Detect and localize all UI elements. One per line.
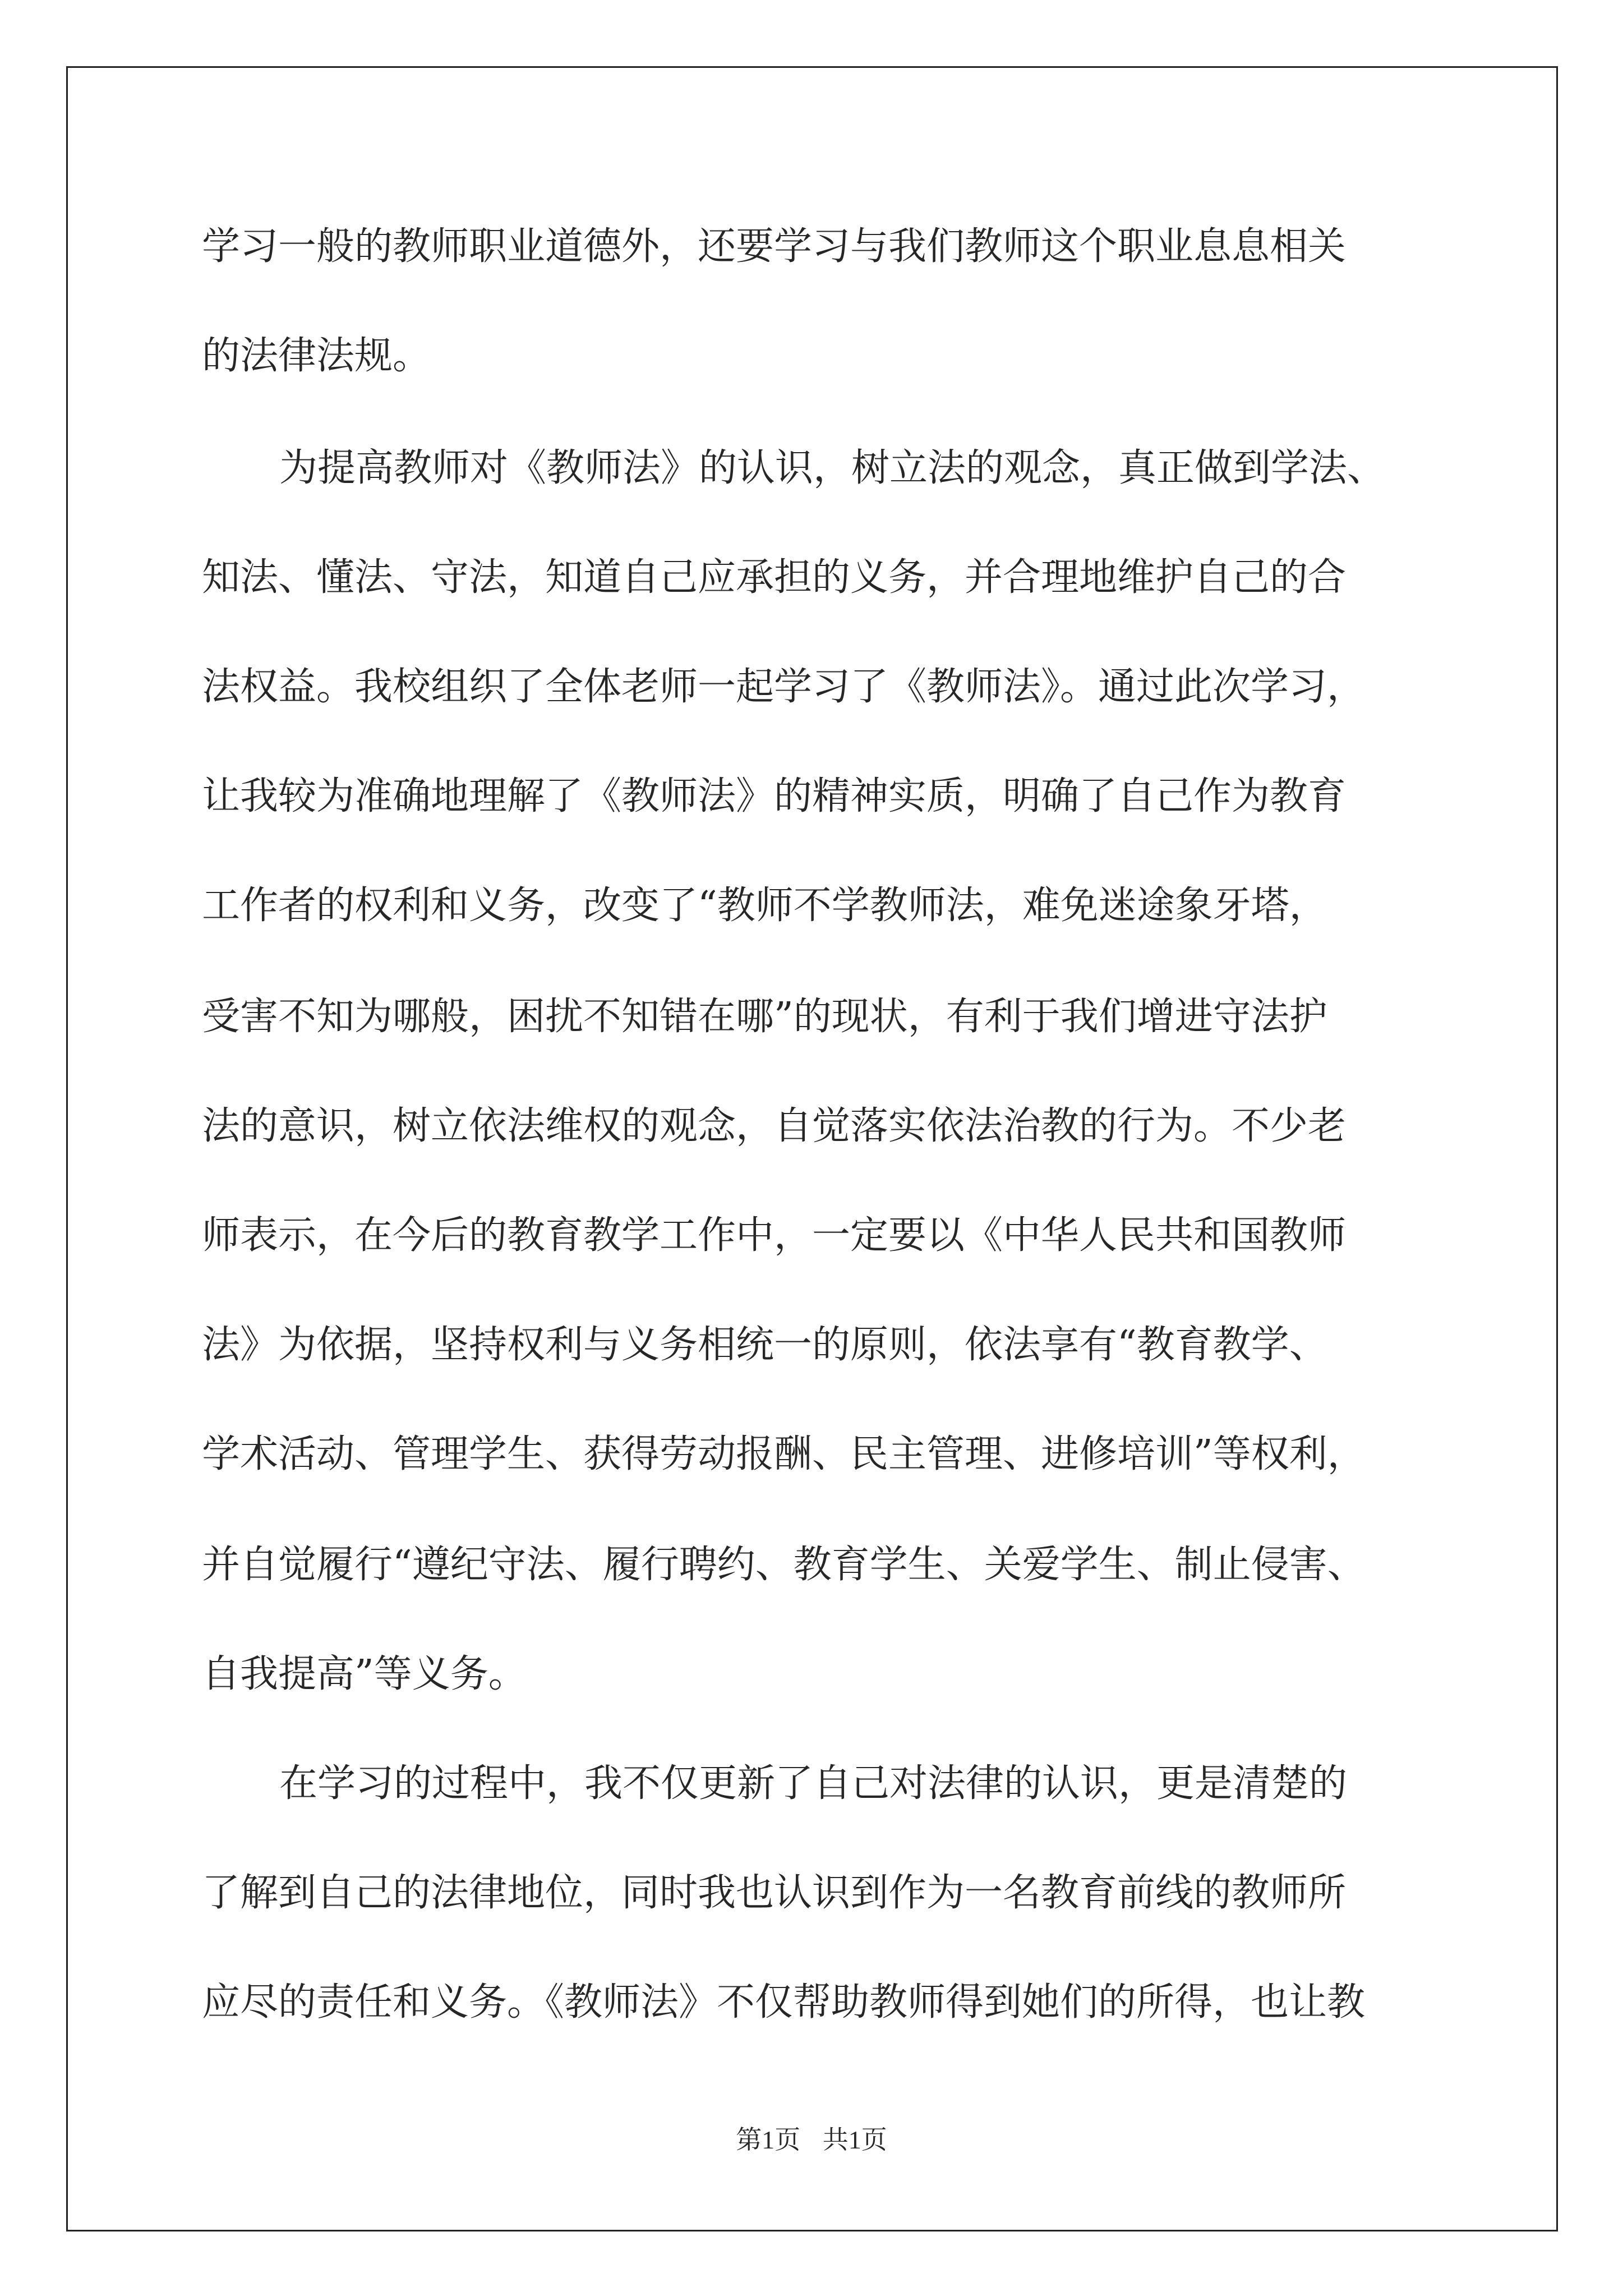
text-line: 师表示，在今后的教育教学工作中，一定要以《中华人民共和国教师: [202, 1213, 1347, 1258]
text-line: 应尽的责任和义务。《教师法》不仅帮助教师得到她们的所得，也让教: [202, 1980, 1366, 2024]
text-line: 知法、懂法、守法，知道自己应承担的义务，并合理地维护自己的合: [202, 555, 1347, 600]
text-line: 并自觉履行“遵纪守法、履行聘约、教育学生、关爱学生、制止侵害、: [202, 1543, 1366, 1587]
text-line: 学术活动、管理学生、获得劳动报酬、民主管理、进修培训”等权利，: [202, 1432, 1366, 1476]
text-line: 法的意识，树立依法维权的观念，自觉落实依法治教的行为。不少老: [202, 1104, 1347, 1148]
text-line: 受害不知为哪般，困扰不知错在哪”的现状，有利于我们增进守法护: [202, 995, 1327, 1039]
text-line: 让我较为准确地理解了《教师法》的精神实质，明确了自己作为教育: [202, 774, 1347, 818]
text-line: 了解到自己的法律地位，同时我也认识到作为一名教育前线的教师所: [202, 1871, 1347, 1915]
text-line: 自我提高”等义务。: [202, 1652, 527, 1696]
text-line: 的法律法规。: [202, 334, 431, 378]
text-line: 工作者的权利和义务，改变了“教师不学教师法，难免迷途象牙塔，: [202, 884, 1327, 928]
text-line paragraph-start: 在学习的过程中，我不仅更新了自己对法律的认识，更是清楚的: [279, 1761, 1348, 1806]
text-line: 法》为依据，坚持权利与义务相统一的原则，依法享有“教育教学、: [202, 1323, 1327, 1367]
page-total: 共1页: [822, 2125, 887, 2154]
text-line: 法权益。我校组织了全体老师一起学习了《教师法》。通过此次学习，: [202, 665, 1366, 709]
text-line: 学习一般的教师职业道德外，还要学习与我们教师这个职业息息相关: [202, 224, 1347, 269]
page-footer: [0, 2123, 1623, 2157]
page-number: 第1页: [736, 2125, 801, 2154]
text-line paragraph-start: 为提高教师对《教师法》的认识，树立法的观念，真正做到学法、: [279, 446, 1386, 490]
